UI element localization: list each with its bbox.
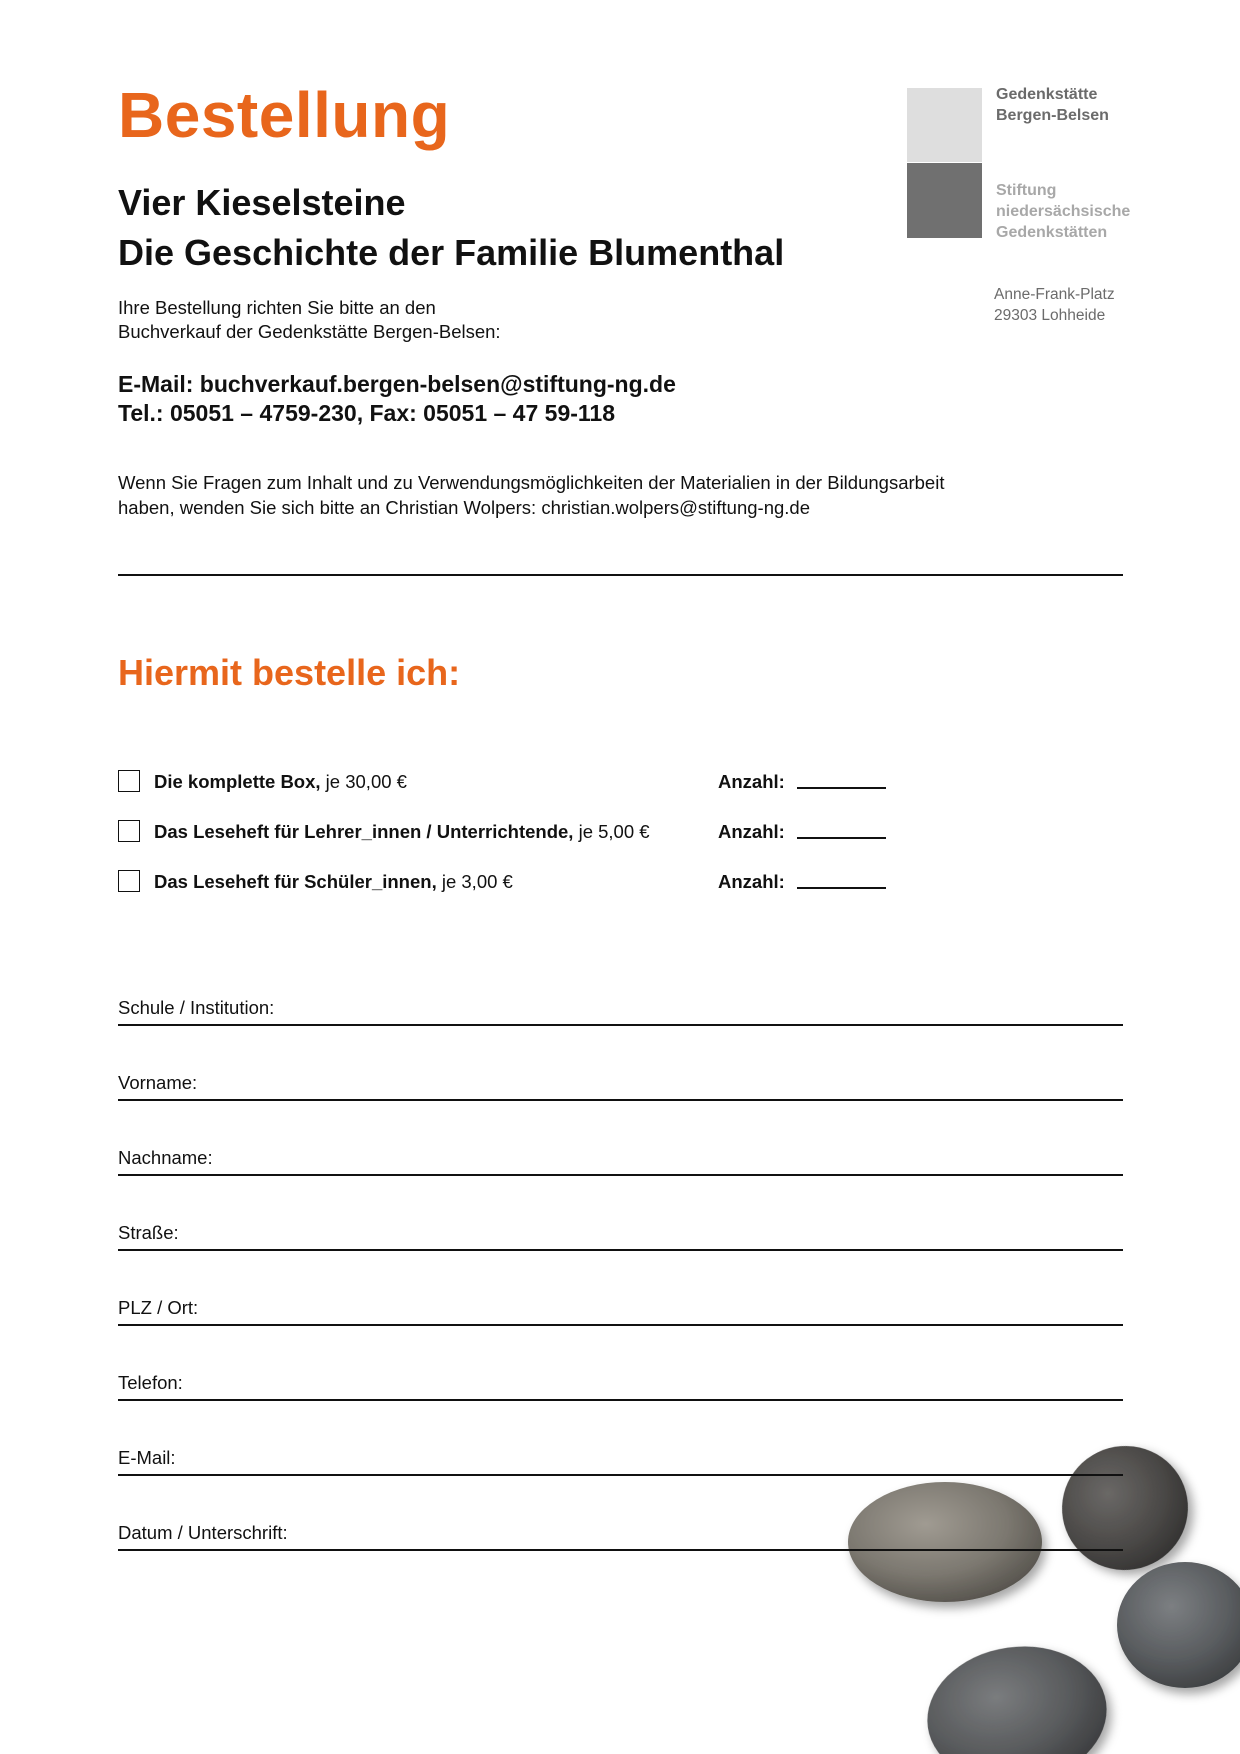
- field-phone[interactable]: [118, 1365, 1123, 1401]
- order-item-student-booklet: [118, 870, 898, 898]
- item-price: je 3,00 €: [436, 871, 513, 892]
- document-subtitle: [118, 178, 784, 278]
- checkbox-box[interactable]: [118, 770, 140, 792]
- page-title: Bestellung: [118, 79, 451, 151]
- logo-gedenkstaette: [996, 84, 1109, 126]
- contact-email: E-Mail: buchverkauf.bergen-belsen@stiftung-ng.de: [118, 371, 676, 397]
- quantity-label: Anzahl:: [718, 871, 785, 892]
- subtitle-line-1: Vier Kieselsteine: [118, 182, 406, 223]
- field-zip-city[interactable]: [118, 1290, 1123, 1326]
- order-item-box: [118, 770, 898, 798]
- field-date-signature[interactable]: [118, 1515, 1123, 1551]
- address-street: Anne-Frank-Platz: [994, 286, 1115, 303]
- subtitle-line-2: Die Geschichte der Familie Blumenthal: [118, 232, 785, 273]
- logo-square-dark: [907, 163, 982, 238]
- field-email[interactable]: [118, 1440, 1123, 1476]
- field-label: Telefon:: [118, 1372, 183, 1393]
- contact-info: [118, 370, 676, 428]
- pebble-4: [918, 1635, 1115, 1754]
- intro-line-2: Buchverkauf der Gedenkstätte Bergen-Belsen:: [118, 321, 501, 342]
- intro-text: [118, 296, 501, 344]
- quantity-field-teacher-booklet[interactable]: [797, 837, 886, 839]
- questions-text: [118, 470, 944, 520]
- logo-line-1: Gedenkstätte: [996, 86, 1098, 103]
- item-name: Das Leseheft für Schüler_innen,: [154, 871, 437, 892]
- field-school[interactable]: [118, 990, 1123, 1026]
- logo-line-3: Stiftung: [996, 182, 1057, 199]
- quantity-label: Anzahl:: [718, 771, 785, 792]
- field-label: Datum / Unterschrift:: [118, 1522, 288, 1543]
- item-name: Die komplette Box,: [154, 771, 321, 792]
- field-label: Nachname:: [118, 1147, 213, 1168]
- logo-square-light: [907, 88, 982, 162]
- field-label: Schule / Institution:: [118, 997, 275, 1018]
- field-label: E-Mail:: [118, 1447, 176, 1468]
- checkbox-student-booklet[interactable]: [118, 870, 140, 892]
- quantity-field-student-booklet[interactable]: [797, 887, 886, 889]
- logo-stiftung: [996, 180, 1130, 243]
- order-item-teacher-booklet: [118, 820, 898, 848]
- order-item-label: [154, 771, 407, 793]
- field-street[interactable]: [118, 1215, 1123, 1251]
- pebble-3: [1117, 1562, 1240, 1688]
- quantity-label: Anzahl:: [718, 821, 785, 842]
- checkbox-teacher-booklet[interactable]: [118, 820, 140, 842]
- field-last-name[interactable]: [118, 1140, 1123, 1176]
- logo-line-4: niedersächsische: [996, 203, 1131, 220]
- order-heading: Hiermit bestelle ich:: [118, 652, 461, 693]
- item-name: Das Leseheft für Lehrer_innen / Unterrichtende,: [154, 821, 574, 842]
- questions-line-2: haben, wenden Sie sich bitte an Christian Wolpers: christian.wolpers@stiftung-ng.de: [118, 497, 810, 518]
- pebbles-image: [830, 1440, 1240, 1754]
- intro-line-1: Ihre Bestellung richten Sie bitte an den: [118, 297, 436, 318]
- divider: [118, 574, 1123, 576]
- field-label: PLZ / Ort:: [118, 1297, 199, 1318]
- item-price: je 30,00 €: [320, 771, 407, 792]
- field-label: Straße:: [118, 1222, 179, 1243]
- logo-line-5: Gedenkstätten: [996, 224, 1108, 241]
- item-price: je 5,00 €: [573, 821, 650, 842]
- field-first-name[interactable]: [118, 1065, 1123, 1101]
- quantity-field-box[interactable]: [797, 787, 886, 789]
- address-city: 29303 Lohheide: [994, 307, 1106, 324]
- questions-line-1: Wenn Sie Fragen zum Inhalt und zu Verwendungsmöglichkeiten der Materialien in der Bildungsarbeit: [118, 472, 945, 493]
- address: [994, 284, 1115, 326]
- contact-phone: Tel.: 05051 – 4759-230, Fax: 05051 – 47 59-118: [118, 400, 616, 426]
- logo-line-2: Bergen-Belsen: [996, 107, 1109, 124]
- order-item-label: [154, 871, 513, 893]
- order-item-label: [154, 821, 650, 843]
- field-label: Vorname:: [118, 1072, 198, 1093]
